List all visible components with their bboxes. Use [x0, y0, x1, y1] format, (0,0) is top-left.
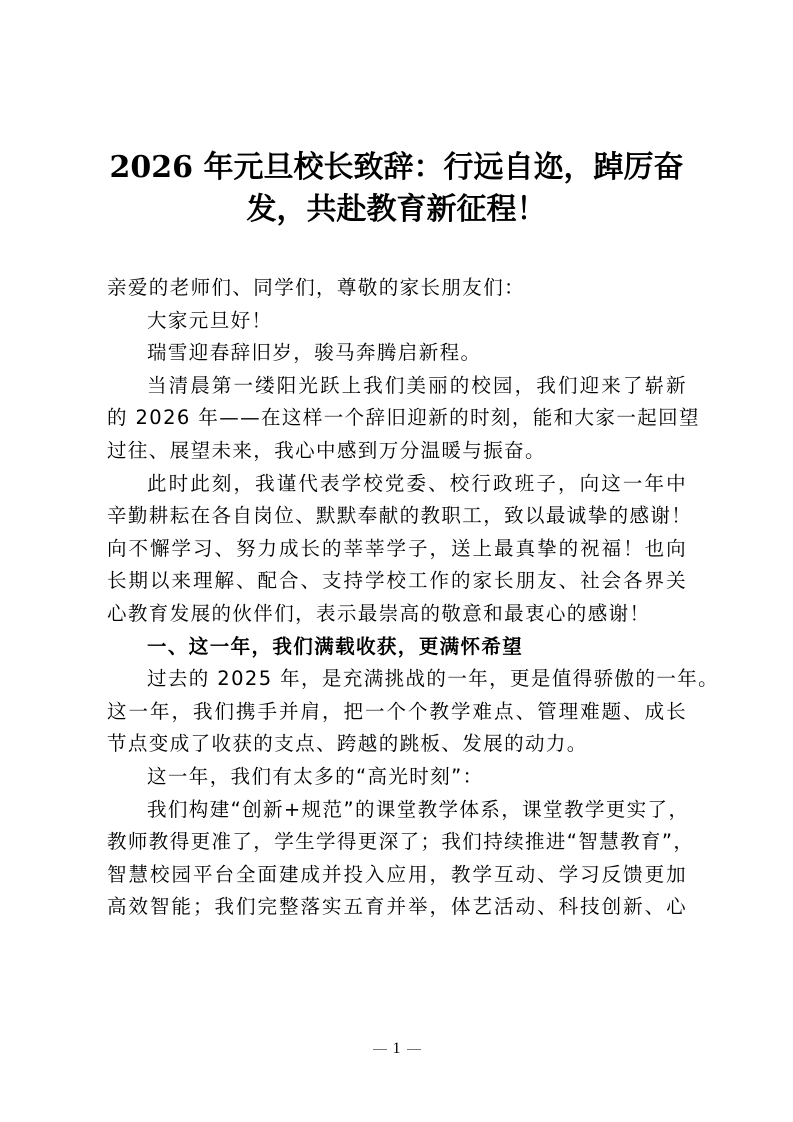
- text-line: 此时此刻，我谨代表学校党委、校行政班子，向这一年中: [147, 471, 687, 495]
- section-heading-text: 一、这一年，我们满载收获，更满怀希望: [147, 634, 524, 658]
- text-line: 的 2026 年——在这样一个辞旧迎新的时刻，能和大家一起回望: [107, 406, 700, 430]
- text-line: 过往、展望未来，我心中感到万分温暖与振奋。: [107, 438, 546, 462]
- text-line: 过去的 2025 年，是充满挑战的一年，更是值得骄傲的一年。: [147, 667, 720, 691]
- text-line: 心教育发展的伙伴们，表示最崇高的敬意和最衷心的感谢！: [107, 601, 651, 625]
- document-body: [107, 272, 720, 924]
- salutation-paragraph: [107, 272, 687, 305]
- text-line: 向不懈学习、努力成长的莘莘学子，送上最真挚的祝福！也向: [107, 536, 687, 560]
- text-line: 节点变成了收获的支点、跨越的跳板、发展的动力。: [107, 732, 588, 756]
- couplet-paragraph: [107, 337, 687, 370]
- achievements-paragraph: [107, 794, 695, 924]
- thanks-paragraph: [107, 468, 693, 631]
- review-paragraph: [107, 663, 720, 761]
- title-line-1: 2026 年元旦校长致辞：行远自迩，踔厉奋: [109, 150, 684, 185]
- text-line: 长期以来理解、配合、支持学校工作的家长朋友、社会各界关: [107, 569, 687, 593]
- dash-right: [407, 1049, 421, 1050]
- text-line: 智慧校园平台全面建成并投入应用，教学互动、学习反馈更加: [107, 862, 687, 886]
- text-line: 瑞雪迎春辞旧岁，骏马奔腾启新程。: [147, 341, 482, 365]
- highlights-intro-paragraph: [107, 761, 687, 794]
- text-line: 我们构建“创新+规范”的课堂教学体系，课堂教学更实了，: [147, 797, 690, 821]
- page-number: [0, 1040, 793, 1058]
- text-line: 亲爱的老师们、同学们，尊敬的家长朋友们：: [107, 276, 526, 299]
- greeting-paragraph: [107, 305, 687, 338]
- text-line: 高效智能；我们完整落实五育并举，体艺活动、科技创新、心: [107, 895, 687, 919]
- text-line: 教师教得更准了，学生学得更深了；我们持续推进“智慧教育”，: [107, 830, 695, 854]
- text-line: 大家元旦好！: [147, 308, 273, 332]
- dash-left: [373, 1049, 387, 1050]
- new-year-paragraph: [107, 370, 700, 468]
- text-line: 这一年，我们有太多的“高光时刻”：: [147, 764, 484, 788]
- text-line: 当清晨第一缕阳光跃上我们美丽的校园，我们迎来了崭新: [147, 373, 687, 397]
- page-number-value: 1: [392, 1040, 401, 1057]
- section-heading: [107, 631, 687, 664]
- text-line: 这一年，我们携手并肩，把一个个教学难点、管理难题、成长: [107, 699, 687, 723]
- document-title: [100, 147, 693, 231]
- text-line: 辛勤耕耘在各自岗位、默默奉献的教职工，致以最诚挚的感谢！: [107, 504, 693, 528]
- title-line-2: 发，共赴教育新征程！: [246, 192, 547, 227]
